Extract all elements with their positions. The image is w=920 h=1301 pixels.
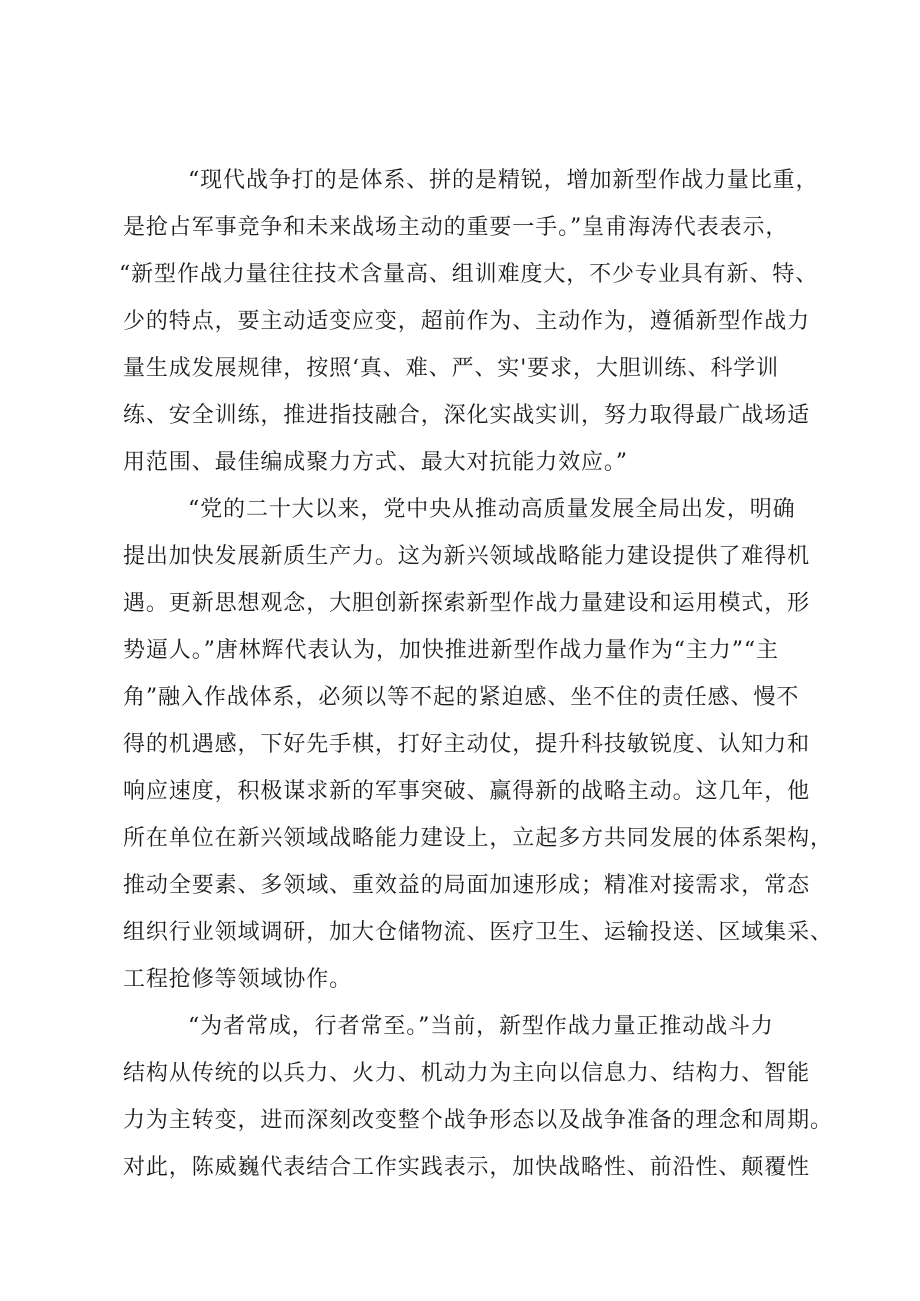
- text-line: 工程抢修等领域协作。: [123, 967, 353, 992]
- text-line: 推动全要素、多领域、重效益的局面加速形成；精准对接需求，常态: [123, 873, 811, 898]
- text-line: 用范围、最佳编成聚力方式、最大对抗能力效应。”: [123, 450, 628, 475]
- text-line: “为者常成，行者常至。”当前，新型作战力量正推动战斗力: [188, 1014, 774, 1039]
- text-line: 所在单位在新兴领域战略能力建设上，立起多方共同发展的体系架构，: [123, 826, 833, 851]
- text-line: 少的特点，要主动适变应变，超前作为、主动作为，遵循新型作战力: [123, 309, 811, 334]
- text-line: “党的二十大以来，党中央从推动高质量发展全局出发，明确: [188, 497, 796, 522]
- text-line: 练、安全训练，推进指技融合，深化实战实训，努力取得最广战场适: [123, 403, 811, 428]
- text-line: 角”融入作战体系，必须以等不起的紧迫感、坐不住的责任感、慢不: [123, 685, 800, 710]
- text-line: “新型作战力量往往技术含量高、组训难度大，不少专业具有新、特、: [119, 262, 819, 287]
- text-line: 提出加快发展新质生产力。这为新兴领域战略能力建设提供了难得机: [123, 544, 811, 569]
- text-line: 力为主转变，进而深刻改变整个战争形态以及战争准备的理念和周期。: [123, 1108, 833, 1133]
- text-line: “现代战争打的是体系、拼的是精锐，增加新型作战力量比重，: [188, 168, 819, 193]
- text-line: 遇。更新思想观念，大胆创新探索新型作战力量建设和运用模式，形: [123, 591, 811, 616]
- text-line: 结构从传统的以兵力、火力、机动力为主向以信息力、结构力、智能: [123, 1061, 811, 1086]
- text-line: 组织行业领域调研，加大仓储物流、医疗卫生、运输投送、区域集采、: [123, 920, 833, 945]
- text-line: 势逼人。”唐林辉代表认为，加快推进新型作战力量作为“主力”“主: [123, 638, 779, 663]
- text-line: 量生成发展规律，按照‘真、难、严、实'要求，大胆训练、科学训: [123, 356, 780, 381]
- text-line: 是抢占军事竞争和未来战场主动的重要一手。”皇甫海涛代表表示，: [123, 215, 789, 240]
- text-line: 得的机遇感，下好先手棋，打好主动仗，提升科技敏锐度、认知力和: [123, 732, 811, 757]
- text-line: 响应速度，积极谋求新的军事突破、赢得新的战略主动。这几年，他: [123, 779, 811, 804]
- text-line: 对此，陈威巍代表结合工作实践表示，加快战略性、前沿性、颠覆性: [123, 1155, 811, 1180]
